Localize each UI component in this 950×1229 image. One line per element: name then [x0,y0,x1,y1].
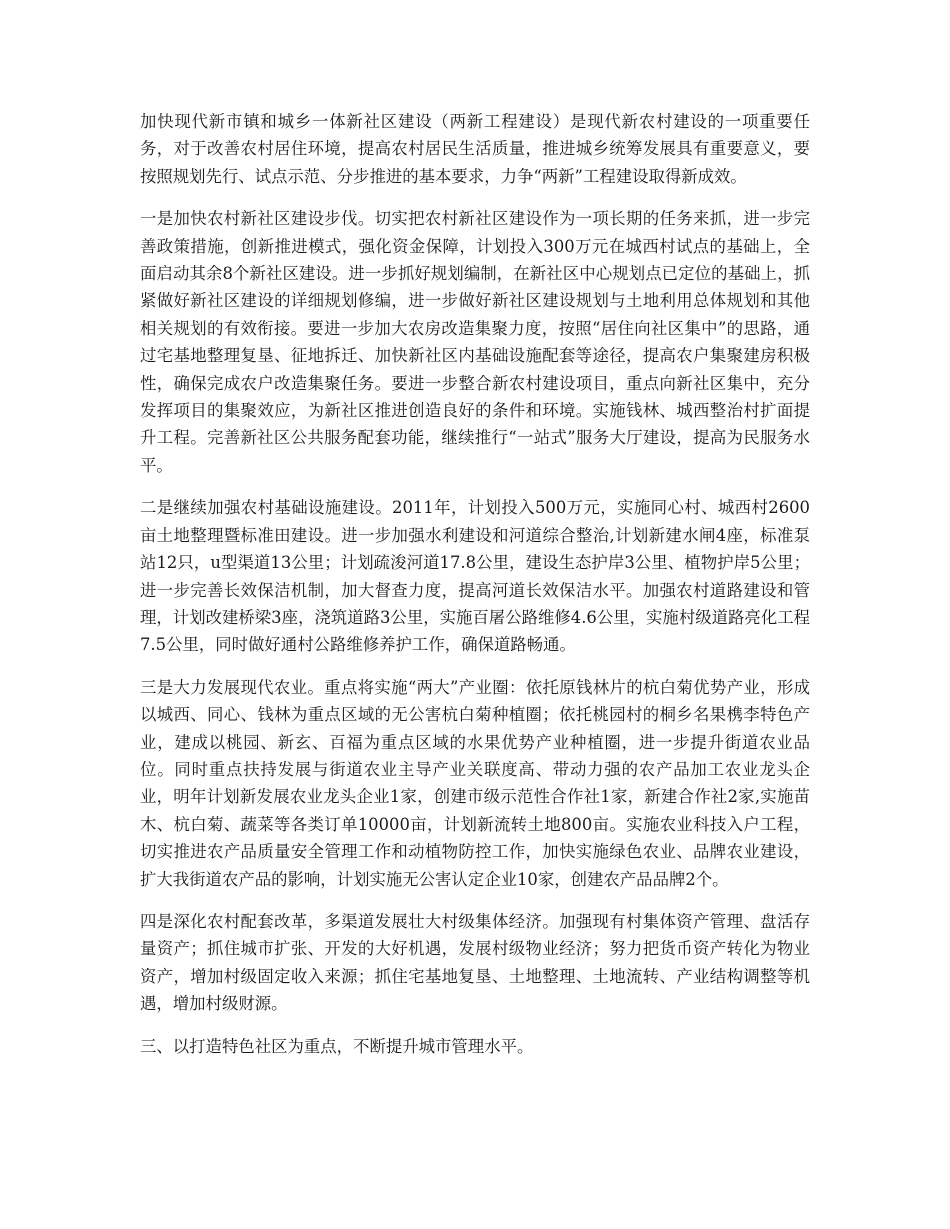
paragraph-modern-agriculture: 三是大力发展现代农业。重点将实施“两大”产业圈：依托原钱林片的杭白菊优势产业，形成以城西、同心、钱林为重点区域的无公害杭白菊种植圈；依托桃园村的桐乡名果槜李特色产业，建成以桃园、新玄、百福为重点区域的水果优势产业种植圈，进一步提升街道农业品位。同时重点扶持发展与街道农业主导产业关联度高、带动力强的农产品加工农业龙头企业，明年计划新发展农业龙头企业1家，创建市级示范性合作社1家，新建合作社2家,实施苗木、杭白菊、蔬菜等各类订单10000亩，计划新流转土地800亩。实施农业科技入户工程，切实推进农产品质量安全管理工作和动植物防控工作，加快实施绿色农业、品牌农业建设，扩大我街道农产品的影响，计划实施无公害认定企业10家，创建农产品品牌2个。 [140,677,810,889]
paragraph-intro: 加快现代新市镇和城乡一体新社区建设（两新工程建设）是现代新农村建设的一项重要任务，对于改善农村居住环境，提高农村居民生活质量，推进城乡统筹发展具有重要意义，要按照规划先行、试点示范、分步推进的基本要求，力争“两新”工程建设取得新成效。 [140,112,810,186]
paragraph-rural-reform: 四是深化农村配套改革，多渠道发展壮大村级集体经济。加强现有村集体资产管理、盘活存量资产；抓住城市扩张、开发的大好机遇，发展村级物业经济；努力把货币资产转化为物业资产，增加村级固定收入来源；抓住宅基地复垦、土地整理、土地流转、产业结构调整等机遇，增加村级财源。 [140,911,810,1014]
paragraph-infrastructure: 二是继续加强农村基础设施建设。2011年，计划投入500万元，实施同心村、城西村2600亩土地整理暨标准田建设。进一步加强水利建设和河道综合整治,计划新建水闸4座，标准泵站12只，u型渠道13公里；计划疏浚河道17.8公里，建设生态护岸3公里、植物护岸5公里；进一步完善长效保洁机制，加大督查力度，提高河道长效保洁水平。加强农村道路建设和管理，计划改建桥梁3座，浇筑道路3公里，实施百屠公路维修4.6公里，实施村级道路亮化工程7.5公里，同时做好通村公路维修养护工作，确保道路畅通。 [140,498,810,655]
document-body [140,108,810,1075]
section-heading-city-management: 三、以打造特色社区为重点，不断提升城市管理水平。 [140,1036,534,1056]
paragraph-new-community: 一是加快农村新社区建设步伐。切实把农村新社区建设作为一项长期的任务来抓，进一步完善政策措施，创新推进模式，强化资金保障，计划投入300万元在城西村试点的基础上，全面启动其余8个新社区建设。进一步抓好规划编制，在新社区中心规划点已定位的基础上，抓紧做好新社区建设的详细规划修编，进一步做好新社区建设规划与土地利用总体规划和其他相关规划的有效衔接。要进一步加大农房改造集聚力度，按照“居住向社区集中”的思路，通过宅基地整理复垦、征地拆迁、加快新社区内基础设施配套等途径，提高农户集聚建房积极性，确保完成农户改造集聚任务。要进一步整合新农村建设项目，重点向新社区集中，充分发挥项目的集聚效应，为新社区推进创造良好的条件和环境。实施钱林、城西整治村扩面提升工程。完善新社区公共服务配套功能，继续推行“一站式”服务大厅建设，提高为民服务水平。 [140,209,810,475]
